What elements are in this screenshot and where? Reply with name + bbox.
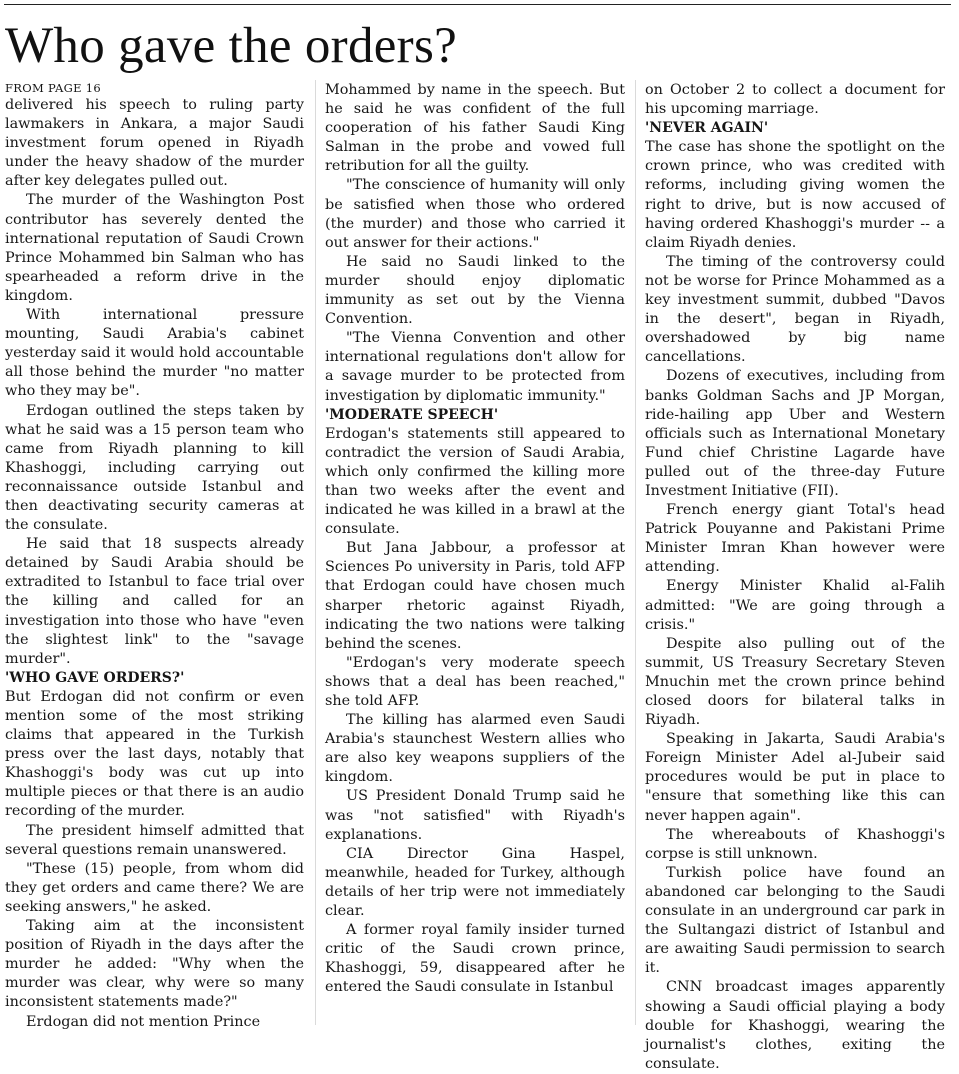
paragraph: Taking aim at the inconsistent position of Riyadh in the days after the murder he added: "Why when the murder was clear, why were so many inconsistent statements made?" <box>5 918 304 1011</box>
paragraph: CNN broadcast images apparently showing a Saudi official playing a body double for Khashoggi, wearing the journalist's clothes, exiting the consulate. <box>645 979 945 1072</box>
paragraph: But Jana Jabbour, a professor at Sciences Po university in Paris, told AFP that Erdogan could have chosen much sharper rhetoric against Riyadh, indicating the two nations were talking behind the scenes. <box>325 540 625 652</box>
paragraph: Energy Minister Khalid al-Falih admitted: "We are going through a crisis." <box>645 578 945 633</box>
headline: Who gave the orders? <box>5 18 458 74</box>
paragraph: A former royal family insider turned critic of the Saudi crown prince, Khashoggi, 59, disappeared after he entered the Saudi consulate in Istanbul <box>325 922 625 996</box>
subheading: 'MODERATE SPEECH' <box>325 406 499 423</box>
paragraph: "The Vienna Convention and other international regulations don't allow for a savage murder to be protected from investigation by diplomatic immunity." <box>325 330 625 404</box>
paragraph: The timing of the controversy could not be worse for Prince Mohammed as a key investment summit, dubbed "Davos in the desert", began in Riyadh, overshadowed by big name cancellations. <box>645 253 945 366</box>
paragraph: Speaking in Jakarta, Saudi Arabia's Foreign Minister Adel al-Jubeir said procedures would be put in place to "ensure that something like this can never happen again". <box>645 731 945 824</box>
paragraph: "The conscience of humanity will only be satisfied when those who ordered (the murder) and those who carried it out answer for their actions." <box>325 177 625 251</box>
paragraph: Dozens of executives, including from banks Goldman Sachs and JP Morgan, ride-hailing app Uber and Western officials such as International Monetary Fund chief Christine Lagarde have pulled out of the three-day Future Investment Initiative (FII). <box>645 368 945 499</box>
paragraph: With international pressure mounting, Saudi Arabia's cabinet yesterday said it would hold accountable all those behind the murder "no matter who they may be". <box>5 307 304 400</box>
column-divider <box>635 80 636 1025</box>
article-column-2 <box>325 81 625 998</box>
paragraph: Turkish police have found an abandoned car belonging to the Saudi consulate in an underground car park in the Sultangazi district of Istanbul and are awaiting Saudi permission to search it. <box>645 864 945 977</box>
article-column-3 <box>645 81 945 1074</box>
paragraph: The whereabouts of Khashoggi's corpse is still unknown. <box>645 826 945 862</box>
subheading: 'WHO GAVE ORDERS?' <box>5 669 185 686</box>
paragraph: Mohammed by name in the speech. But he said he was confident of the full cooperation of his father Saudi King Salman in the probe and vowed full retribution for all the guilty. <box>325 82 625 175</box>
paragraph: US President Donald Trump said he was "not satisfied" with Riyadh's explanations. <box>325 788 625 843</box>
paragraph: "Erdogan's very moderate speech shows that a deal has been reached," she told AFP. <box>325 654 625 709</box>
continuation-label: FROM PAGE 16 <box>5 81 101 95</box>
paragraph: He said that 18 suspects already detained by Saudi Arabia should be extradited to Istanbul to face trial over the killing and called for an investigation into those who have "even the slightest link" to the "savage murder". <box>5 536 304 667</box>
subheading: 'NEVER AGAIN' <box>645 120 769 137</box>
paragraph: CIA Director Gina Haspel, meanwhile, headed for Turkey, although details of her trip were not immediately clear. <box>325 845 625 920</box>
paragraph: "These (15) people, from whom did they get orders and came there? We are seeking answers," he asked. <box>5 860 304 915</box>
paragraph: The case has shone the spotlight on the crown prince, who was credited with reforms, including giving women the right to drive, but is now accused of having ordered Khashoggi's murder -- a claim Riyadh denies. <box>645 139 945 251</box>
top-rule <box>4 4 951 5</box>
paragraph: Erdogan's statements still appeared to contradict the version of Saudi Arabia, which only confirmed the killing more than two weeks after the event and indicated he was killed in a brawl at the consulate. <box>325 425 625 538</box>
column-divider <box>315 80 316 1025</box>
paragraph: Erdogan outlined the steps taken by what he said was a 15 person team who came from Riyadh planning to kill Khashoggi, including carrying out reconnaissance outside Istanbul and then deactivating security cameras at the consulate. <box>5 402 304 534</box>
paragraph: The president himself admitted that several questions remain unanswered. <box>5 822 304 858</box>
paragraph: Erdogan did not mention Prince <box>26 1013 261 1030</box>
paragraph: The killing has alarmed even Saudi Arabia's staunchest Western allies who are also key weapons suppliers of the kingdom. <box>325 712 625 786</box>
paragraph: But Erdogan did not confirm or even mention some of the most striking claims that appeared in the Turkish press over the last days, notably that Khashoggi's body was cut up into multiple pieces or that there is an audio recording of the murder. <box>5 688 304 820</box>
paragraph: on October 2 to collect a document for his upcoming marriage. <box>645 82 945 118</box>
paragraph: French energy giant Total's head Patrick Pouyanne and Pakistani Prime Minister Imran Khan however were attending. <box>645 502 945 576</box>
paragraph: The murder of the Washington Post contributor has severely dented the international reputation of Saudi Crown Prince Mohammed bin Salman who has spearheaded a reform drive in the kingdom. <box>5 192 304 304</box>
paragraph: delivered his speech to ruling party lawmakers in Ankara, a major Saudi investment forum opened in Riyadh under the heavy shadow of the murder after key delegates pulled out. <box>5 97 304 190</box>
paragraph: He said no Saudi linked to the murder should enjoy diplomatic immunity as set out by the Vienna Convention. <box>325 253 625 328</box>
article-column-1 <box>5 80 304 1032</box>
paragraph: Despite also pulling out of the summit, US Treasury Secretary Steven Mnuchin met the crown prince behind closed doors for bilateral talks in Riyadh. <box>645 635 945 729</box>
